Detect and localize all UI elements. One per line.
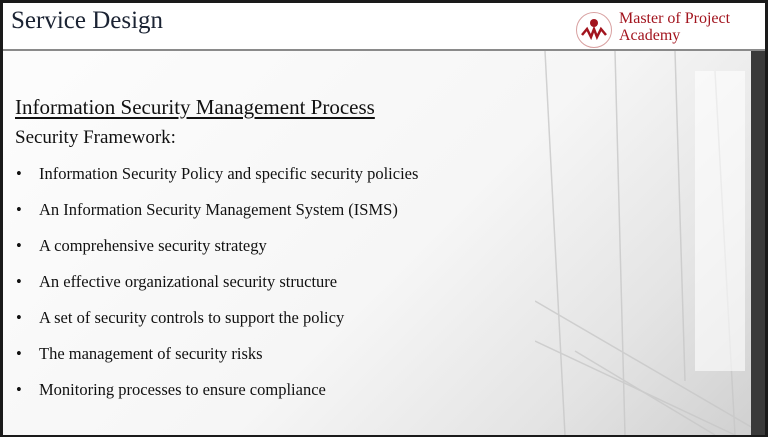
- list-item: • The management of security risks: [16, 344, 263, 363]
- section-heading: Information Security Management Process: [15, 95, 375, 119]
- list-item: • An effective organizational security structure: [16, 272, 338, 291]
- background-decoration: [535, 51, 765, 435]
- list-item: • A set of security controls to support the policy: [16, 308, 345, 327]
- list-item: • Information Security Policy and specific security policies: [16, 164, 419, 183]
- logo: [576, 10, 756, 50]
- subheading: Security Framework:: [15, 127, 176, 148]
- slide: [3, 3, 765, 435]
- logo-text: Master of Project Academy: [619, 10, 731, 44]
- logo-icon: [576, 12, 612, 48]
- list-item: • An Information Security Management System (ISMS): [16, 200, 398, 219]
- right-strip: [751, 51, 765, 435]
- bullet-list: [16, 164, 418, 416]
- list-item: • A comprehensive security strategy: [16, 236, 267, 255]
- slide-title: Service Design: [11, 7, 164, 34]
- list-item: • Monitoring processes to ensure compliance: [16, 380, 326, 399]
- slide-header: [3, 3, 765, 51]
